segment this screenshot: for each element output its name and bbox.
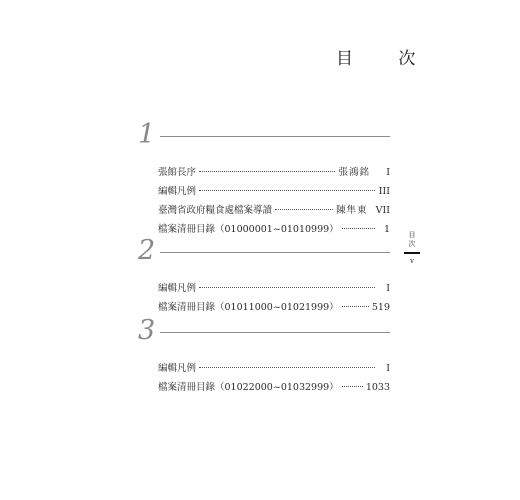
toc-entry-page: 519 (371, 302, 390, 313)
toc-entry[interactable] (158, 279, 390, 298)
dot-leader (342, 228, 375, 229)
dot-leader (275, 209, 333, 210)
toc-entry[interactable] (158, 182, 390, 201)
toc-entry[interactable] (158, 163, 390, 182)
toc-entry-page: III (378, 186, 390, 197)
volume-2-section (138, 235, 390, 317)
toc-entry-title: 編輯凡例 (158, 363, 197, 374)
toc-entry-author: 張鴻銘 (338, 167, 370, 178)
toc-entry-title: 檔案清冊目錄（01000001~01010999） (158, 224, 339, 235)
page-number: v (410, 257, 414, 265)
volume-3-section (138, 315, 390, 397)
toc-entry-title: 編輯凡例 (158, 186, 197, 197)
toc-entry[interactable] (158, 359, 390, 378)
toc-entry[interactable] (158, 298, 390, 317)
dot-leader (199, 367, 375, 368)
side-section-tab (404, 231, 420, 265)
volume-header (138, 119, 390, 150)
toc-list (138, 163, 390, 239)
toc-entry-author: 陳隼東 (336, 205, 368, 216)
volume-divider (160, 332, 390, 333)
toc-entry[interactable] (158, 220, 390, 239)
side-tab-bar (404, 252, 420, 254)
volume-1-section (138, 119, 390, 239)
toc-entry-title: 檔案清冊目錄（01011000~01021999） (158, 302, 339, 313)
volume-header (138, 235, 390, 266)
volume-divider (160, 252, 390, 253)
dot-leader (199, 171, 335, 172)
page-title: 目 次 (336, 49, 436, 69)
toc-entry-page: VII (375, 205, 390, 216)
volume-header (138, 315, 390, 346)
side-tab-label-top: 目 (408, 231, 416, 239)
side-tab-label-bottom: 次 (408, 240, 416, 248)
toc-entry[interactable] (158, 378, 390, 397)
toc-entry-title: 臺灣省政府糧食處檔案導讀 (158, 205, 273, 216)
dot-leader (342, 386, 363, 387)
toc-list (138, 279, 390, 317)
dot-leader (342, 306, 369, 307)
toc-entry-page: I (386, 283, 390, 294)
dot-leader (199, 287, 375, 288)
volume-number: 2 (138, 235, 156, 266)
toc-entry[interactable] (158, 201, 390, 220)
toc-entry-page: 1 (383, 224, 390, 235)
toc-entry-page: I (386, 167, 390, 178)
volume-number: 1 (138, 119, 156, 150)
toc-entry-title: 張館長序 (158, 167, 197, 178)
toc-entry-title: 編輯凡例 (158, 283, 197, 294)
toc-entry-title: 檔案清冊目錄（01022000~01032999） (158, 382, 339, 393)
dot-leader (199, 190, 375, 191)
toc-entry-page: 1033 (365, 382, 390, 393)
toc-list (138, 359, 390, 397)
volume-divider (160, 136, 390, 137)
volume-number: 3 (138, 315, 156, 346)
toc-entry-page: I (386, 363, 390, 374)
